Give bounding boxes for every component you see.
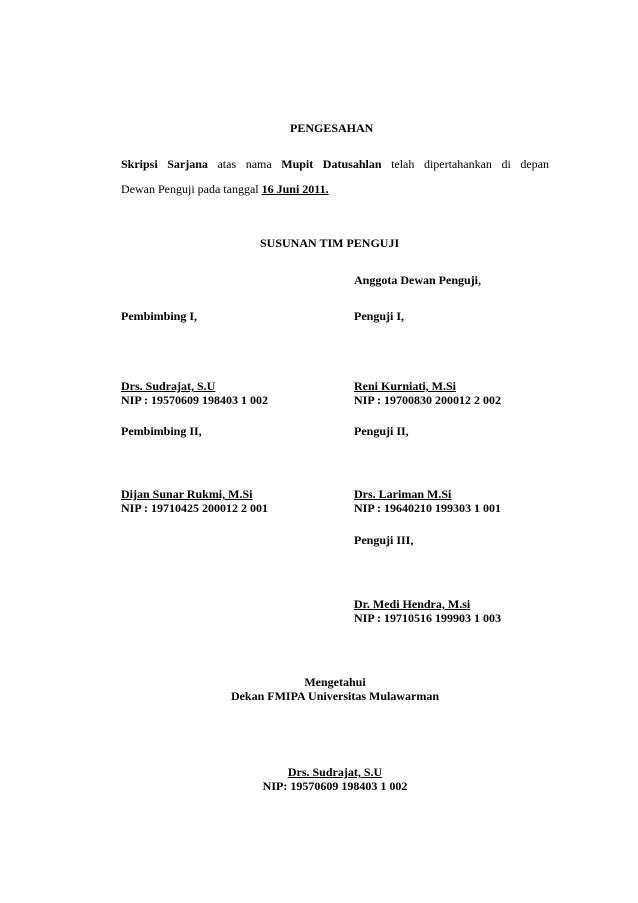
examiner-2-role: Penguji II,	[354, 424, 409, 438]
supervisor-1-role: Pembimbing I,	[121, 309, 198, 323]
approval-label: Mengetahui	[304, 675, 366, 689]
intro-date: 16 Juni 2011.	[261, 182, 329, 196]
supervisor-2-name: Dijan Sunar Rukmi, M.Si	[121, 487, 253, 501]
supervisor-1-nip: NIP : 19570609 198403 1 002	[121, 393, 268, 407]
supervisor-2-nip: NIP : 19710425 200012 2 001	[121, 501, 268, 515]
intro-doc-type: Skripsi Sarjana	[121, 157, 208, 171]
supervisor-2-role: Pembimbing II,	[121, 424, 202, 438]
supervisor-1-name: Drs. Sudrajat, S.U	[121, 379, 216, 393]
page-title: PENGESAHAN	[290, 121, 374, 135]
examiner-2-nip: NIP : 19640210 199303 1 001	[354, 501, 501, 515]
intro-student-name: Mupit Datusahlan	[281, 157, 382, 171]
intro-text-a: atas nama	[217, 157, 272, 171]
approval-dean-name-wrap	[121, 765, 549, 779]
intro-text-c: Dewan Penguji pada tanggal	[121, 182, 259, 196]
board-label: Anggota Dewan Penguji,	[354, 273, 482, 287]
examiner-3-nip: NIP : 19710516 199903 1 003	[354, 611, 501, 625]
examiner-1-role: Penguji I,	[354, 309, 405, 323]
examiner-2-name: Drs. Lariman M.Si	[354, 487, 452, 501]
approval-dean-name: Drs. Sudrajat, S.U	[287, 765, 383, 779]
examiner-3-name: Dr. Medi Hendra, M.si	[354, 597, 471, 611]
intro-line-1	[121, 157, 549, 171]
intro-line-2	[121, 182, 549, 196]
committee-heading: SUSUNAN TIM PENGUJI	[260, 236, 400, 250]
examiner-1-name: Reni Kurniati, M.Si	[354, 379, 457, 393]
intro-paragraph-2	[121, 182, 549, 196]
intro-text-b: telah dipertahankan di depan	[391, 157, 550, 171]
examiner-3-role: Penguji III,	[354, 533, 414, 547]
examiner-1-nip: NIP : 19700830 200012 2 002	[354, 393, 501, 407]
approval-dean-nip: NIP: 19570609 198403 1 002	[262, 779, 408, 793]
approval-dean-title: Dekan FMIPA Universitas Mulawarman	[230, 689, 440, 703]
intro-paragraph	[121, 157, 549, 171]
